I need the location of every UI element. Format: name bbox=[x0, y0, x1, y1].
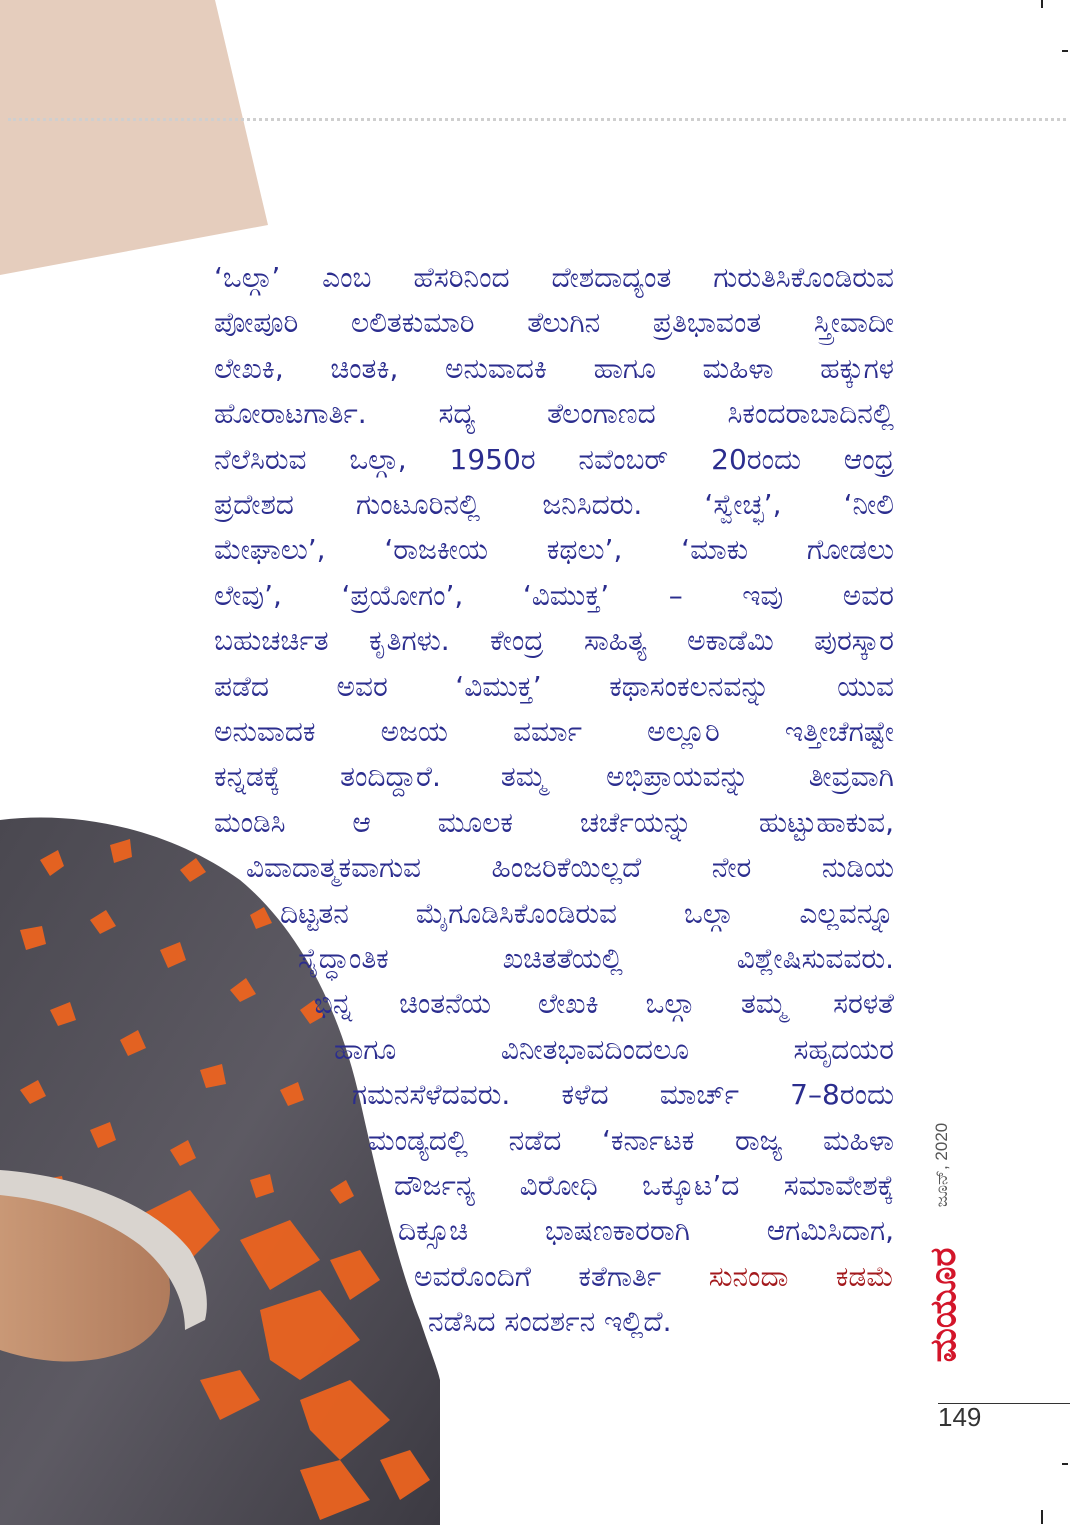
article-line: ದಿಕ್ಸೂಚಿ ಭಾಷಣಕಾರರಾಗಿ ಆಗಮಿಸಿದಾಗ, bbox=[398, 1214, 894, 1248]
article-body bbox=[0, 255, 1072, 1375]
article-line: ವಿವಾದಾತ್ಮಕವಾಗುವ ಹಿಂಜರಿಕೆಯಿಲ್ಲದೆ ನೇರ ನುಡಿಯ bbox=[246, 851, 894, 885]
article-line: ಪಡೆದ ಅವರ ‘ವಿಮುಕ್ತ’ ಕಥಾಸಂಕಲನವನ್ನು ಯುವ bbox=[214, 669, 894, 703]
article-line: ಸೈದ್ಧಾಂತಿಕ ಖಚಿತತೆಯಲ್ಲಿ ವಿಶ್ಲೇಷಿಸುವವರು. bbox=[298, 942, 894, 975]
article-line: ಲೇಖಕಿ, ಚಿಂತಕಿ, ಅನುವಾದಕಿ ಹಾಗೂ ಮಹಿಳಾ ಹಕ್ಕುಗಳ bbox=[214, 351, 894, 385]
article-line: ಕನ್ನಡಕ್ಕೆ ತಂದಿದ್ದಾರೆ. ತಮ್ಮ ಅಭಿಪ್ರಾಯವನ್ನು ತೀವ್ರವಾಗಿ bbox=[214, 760, 894, 794]
article-line: ದಿಟ್ಟತನ ಮೈಗೂಡಿಸಿಕೊಂಡಿರುವ ಒಲ್ಗಾ ಎಲ್ಲವನ್ನೂ bbox=[280, 896, 894, 930]
article-line: ಮಂಡ್ಯದಲ್ಲಿ ನಡೆದ ‘ಕರ್ನಾಟಕ ರಾಜ್ಯ ಮಹಿಳಾ bbox=[368, 1123, 894, 1157]
article-line: ಗಮನಸೆಳೆದವರು. ಕಳೆದ ಮಾರ್ಚ್ 7–8ರಂದು bbox=[352, 1078, 894, 1112]
article-line: ‘ಒಲ್ಗಾ’ ಎಂಬ ಹೆಸರಿನಿಂದ ದೇಶದಾದ್ಯಂತ ಗುರುತಿಸಿಕೊಂಡಿರುವ bbox=[214, 261, 894, 294]
article-line: ನಡೆಸಿದ ಸಂದರ್ಶನ ಇಲ್ಲಿದೆ. bbox=[428, 1305, 672, 1339]
article-line: ಹೋರಾಟಗಾರ್ತಿ. ಸದ್ಯ ತೆಲಂಗಾಣದ ಸಿಕಂದರಾಬಾದಿನಲ್ಲಿ bbox=[214, 397, 894, 431]
article-line: ದೌರ್ಜನ್ಯ ವಿರೋಧಿ ಒಕ್ಕೂಟ’ದ ಸಮಾವೇಶಕ್ಕೆ bbox=[394, 1169, 894, 1202]
article-line: ಪ್ರದೇಶದ ಗುಂಟೂರಿನಲ್ಲಿ ಜನಿಸಿದರು. ‘ಸ್ವೇಚ್ಛ’, ‘ನೀಲಿ bbox=[214, 488, 894, 521]
magazine-logo bbox=[922, 1230, 966, 1380]
side-marker bbox=[922, 1100, 982, 1390]
article-line: ಪೋಪೂರಿ ಲಲಿತಕುಮಾರಿ ತೆಲುಗಿನ ಪ್ರತಿಭಾವಂತ ಸ್ತ್ರೀವಾದೀ bbox=[214, 306, 894, 340]
issue-date bbox=[922, 1100, 962, 1230]
issue-date-text: ಜೂನ್, 2020 bbox=[932, 1122, 951, 1208]
article-line: ಭಿನ್ನ ಚಿಂತನೆಯ ಲೇಖಕಿ ಒಲ್ಗಾ ತಮ್ಮ ಸರಳತೆ bbox=[314, 987, 894, 1021]
article-line: ನೆಲೆಸಿರುವ ಒಲ್ಗಾ, 1950ರ ನವೆಂಬರ್ 20ರಂದು ಆಂಧ್ರ bbox=[214, 442, 894, 476]
article-line: ಲೇವು’, ‘ಪ್ರಯೋಗಂ’, ‘ವಿಮುಕ್ತ’ – ಇವು ಅವರ bbox=[214, 578, 894, 612]
article-line: ಅನುವಾದಕ ಅಜಯ ವರ್ಮಾ ಅಲ್ಲೂರಿ ಇತ್ತೀಚೆಗಷ್ಟೇ bbox=[214, 715, 894, 748]
magazine-logo-text: ಮಯೂರ bbox=[923, 1247, 964, 1363]
article-line bbox=[414, 1254, 894, 1299]
page-number: 149 bbox=[938, 1402, 982, 1432]
author-name: ಸುನಂದಾ ಕಡಮೆ bbox=[708, 1259, 894, 1293]
article-line: ಮಂಡಿಸಿ ಆ ಮೂಲಕ ಚರ್ಚೆಯನ್ನು ಹುಟ್ಟುಹಾಕುವ, bbox=[214, 805, 894, 839]
article-line: ಬಹುಚರ್ಚಿತ ಕೃತಿಗಳು. ಕೇಂದ್ರ ಸಾಹಿತ್ಯ ಅಕಾಡೆಮಿ ಪುರಸ್ಕಾರ bbox=[214, 624, 894, 658]
article-line: ಮೇಘಾಲು’, ‘ರಾಜಕೀಯ ಕಥಲು’, ‘ಮಾಕು ಗೋಡಲು bbox=[214, 533, 894, 567]
article-line: ಹಾಗೂ ವಿನೀತಭಾವದಿಂದಲೂ ಸಹೃದಯರ bbox=[334, 1032, 894, 1066]
article-line-text: ಅವರೊಂದಿಗೆ ಕತೆಗಾರ್ತಿ bbox=[414, 1259, 709, 1293]
